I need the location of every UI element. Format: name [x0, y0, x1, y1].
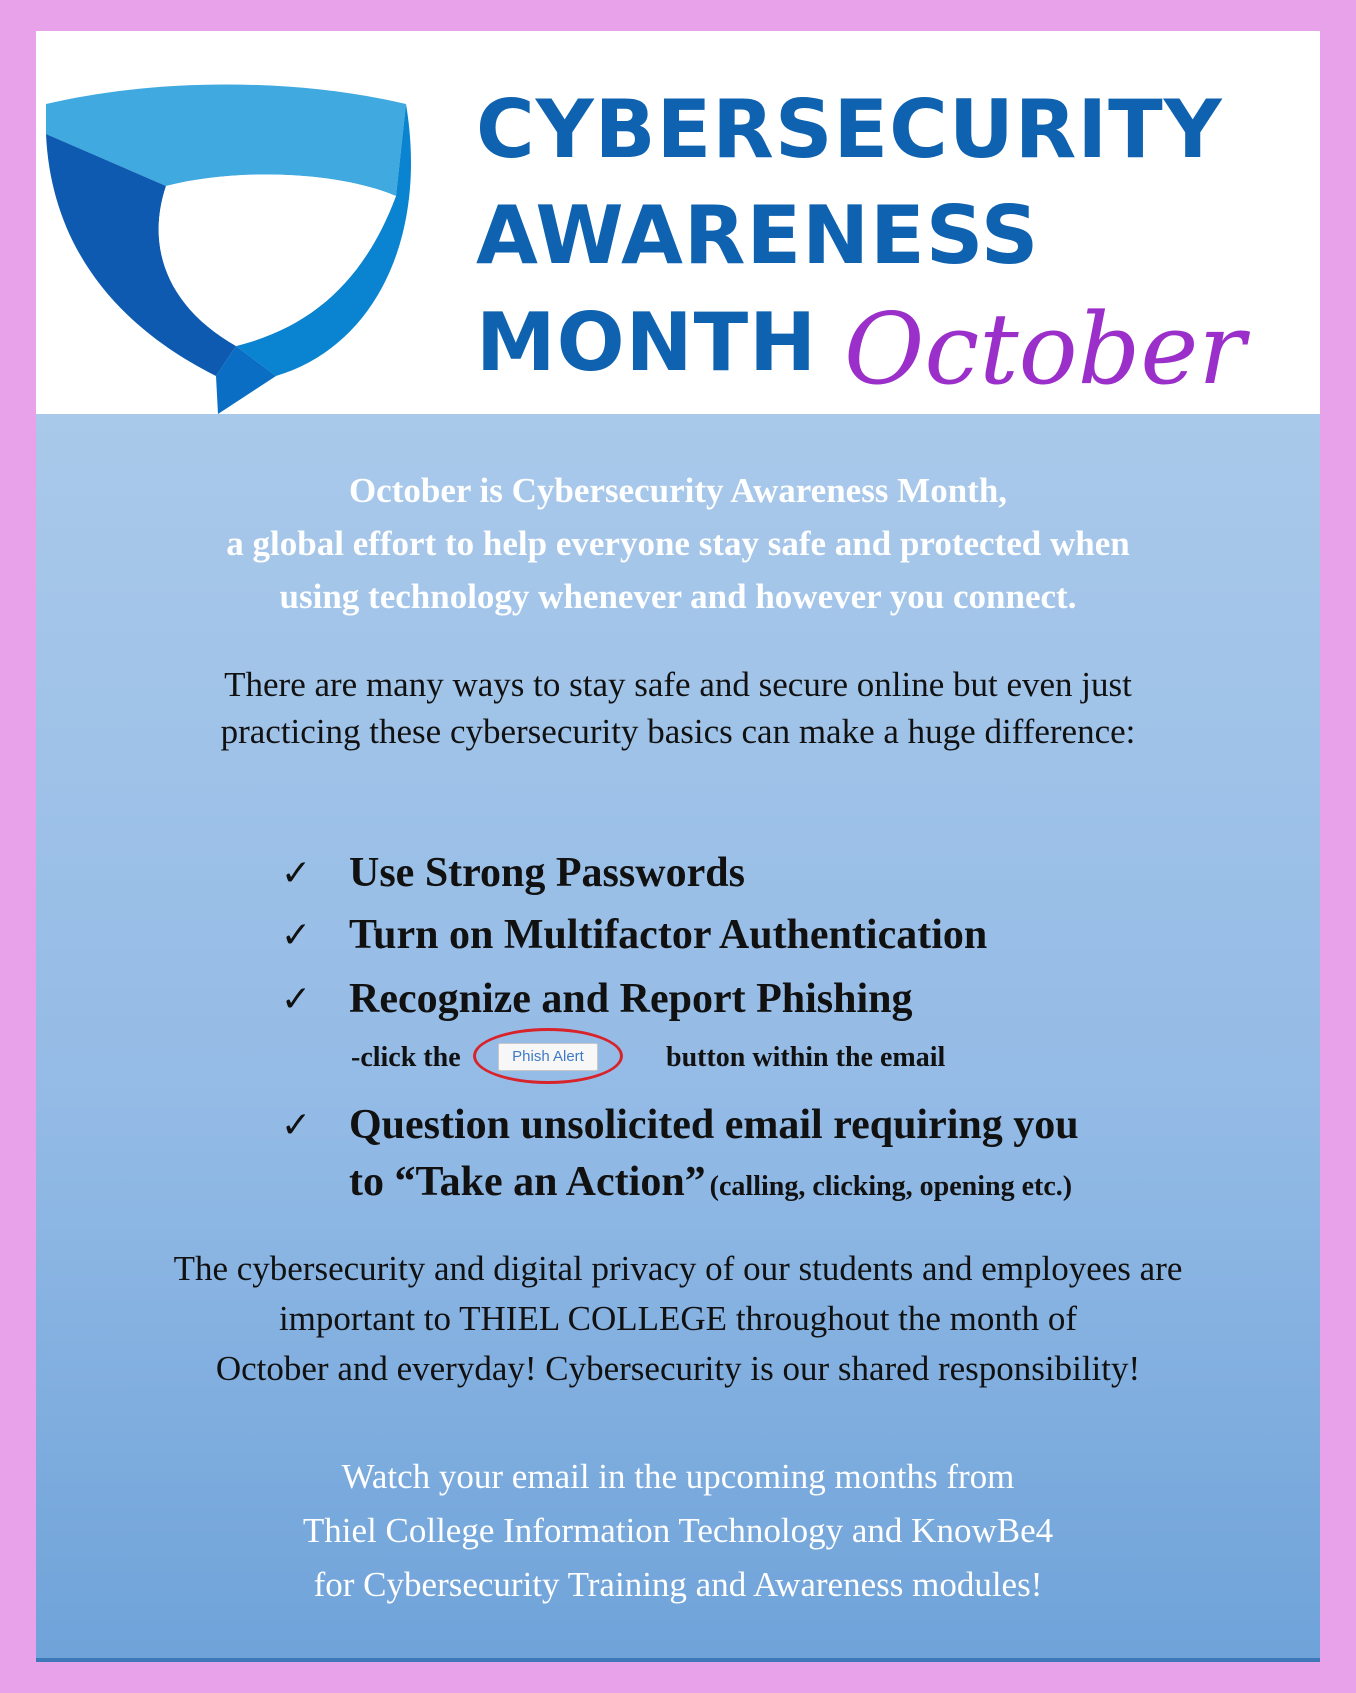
checkmark-icon: ✓	[281, 915, 312, 955]
watch-email-paragraph	[36, 1450, 1320, 1612]
checkmark-icon: ✓	[281, 979, 312, 1019]
intro-paragraph	[36, 464, 1320, 623]
watch-line-2: Thiel College Information Technology and KnowBe4	[302, 1511, 1054, 1550]
shared-line-2: important to THIEL COLLEGE throughout the month of	[278, 1299, 1078, 1338]
basics-paragraph	[36, 661, 1320, 755]
take-action-text: to “Take an Action”	[349, 1159, 706, 1205]
checkmark-icon: ✓	[281, 853, 312, 893]
intro-line-3: using technology whenever and however you connect.	[279, 577, 1077, 616]
title-line-3: MONTH	[476, 296, 818, 389]
shared-responsibility-paragraph	[36, 1244, 1320, 1394]
title-line-2: AWARENESS	[476, 189, 1040, 282]
basics-line-1: There are many ways to stay safe and secure online but even just	[224, 665, 1132, 704]
checklist-item-label: Question unsolicited email requiring you	[349, 1102, 1079, 1148]
phish-alert-button: Phish Alert	[498, 1043, 598, 1071]
watch-line-3: for Cybersecurity Training and Awareness modules!	[313, 1565, 1043, 1604]
header-banner	[36, 31, 1320, 414]
intro-line-2: a global effort to help everyone stay safe and protected when	[226, 524, 1130, 563]
basics-line-2: practicing these cybersecurity basics can make a huge difference:	[220, 712, 1136, 751]
take-action-note: (calling, clicking, opening etc.)	[709, 1171, 1073, 1202]
checklist-item-continuation	[349, 1158, 1072, 1206]
poster	[36, 31, 1320, 1662]
shared-line-3: October and everyday! Cybersecurity is our shared responsibility!	[215, 1349, 1141, 1388]
shield-chat-logo-icon	[36, 76, 431, 416]
phish-instruction-prefix: -click the	[351, 1042, 461, 1073]
watch-line-1: Watch your email in the upcoming months from	[341, 1457, 1015, 1496]
checkmark-icon: ✓	[281, 1105, 312, 1145]
phish-alert-highlight	[473, 1028, 623, 1084]
checklist-item-label: Recognize and Report Phishing	[349, 976, 913, 1022]
intro-line-1: October is Cybersecurity Awareness Month,	[348, 471, 1008, 510]
checklist-item-label: Turn on Multifactor Authentication	[349, 912, 988, 958]
title-line-1: CYBERSECURITY	[476, 83, 1223, 176]
content-panel	[36, 414, 1320, 1662]
checklist-item-label: Use Strong Passwords	[349, 850, 745, 896]
october-script: October	[844, 293, 1246, 407]
shared-line-1: The cybersecurity and digital privacy of our students and employees are	[173, 1249, 1183, 1288]
phish-instruction-suffix: button within the email	[666, 1042, 946, 1073]
